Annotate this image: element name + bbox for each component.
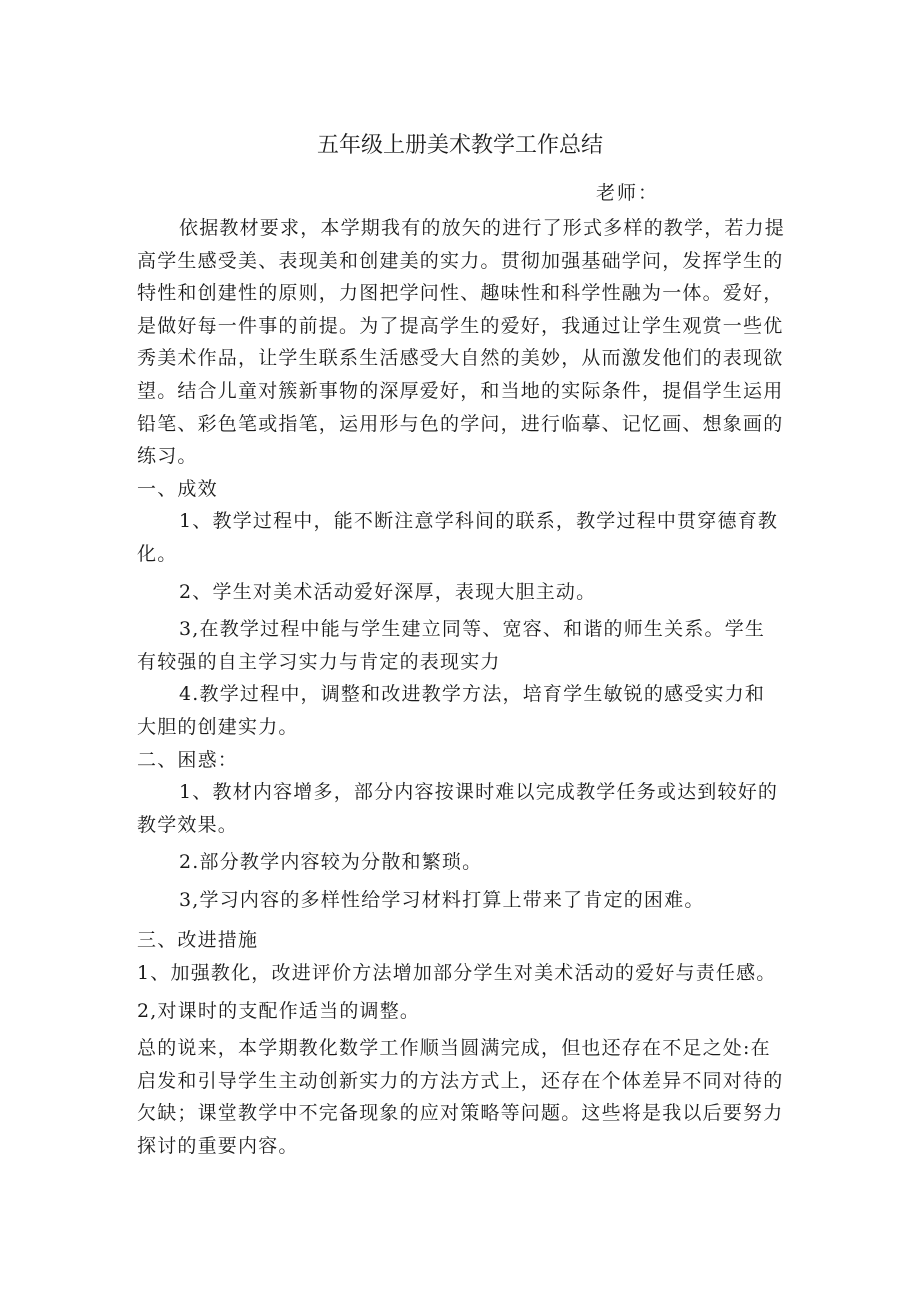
results-item-3: 3,在教学过程中能与学生建立同等、宽容、和谐的师生关系。学生有较强的自主学习实力与肯定的表现实力	[137, 618, 766, 673]
confusion-item-1: 1、教材内容增多，部分内容按课时难以完成教学任务或达到较好的教学效果。	[137, 781, 779, 836]
teacher-label: 老师：	[596, 182, 660, 204]
results-item-4: 4.教学过程中，调整和改进教学方法，培育学生敏锐的感受实力和大胆的创建实力。	[137, 683, 766, 738]
improvements-item-1: 1、加强教化，改进评价方法增加部分学生对美术活动的爱好与责任感。	[137, 962, 777, 985]
confusion-item-2: 2.部分教学内容较为分散和繁琐。	[179, 851, 483, 874]
document-title: 五年级上册美术教学工作总结	[316, 133, 603, 158]
conclusion-paragraph: 总的说来，本学期教化数学工作顺当圆满完成，但也还存在不足之处:在启发和引导学生主动创新实力的方法方式上，还存在个体差异不同对待的欠缺；课堂教学中不完备现象的应对策略等问题。这些将是我以后要努力探讨的重要内容。	[137, 1037, 784, 1158]
results-item-2: 2、学生对美术活动爱好深厚，表现大胆主动。	[179, 580, 597, 603]
section-heading-improvements: 三、改进措施	[137, 929, 259, 952]
section-heading-results: 一、成效	[137, 477, 218, 500]
section-heading-confusion: 二、困惑：	[137, 748, 239, 771]
document-body	[137, 212, 785, 1163]
results-item-1: 1、教学过程中，能不断注意学科间的联系，教学过程中贯穿德育教化。	[137, 510, 779, 565]
confusion-item-3: 3,学习内容的多样性给学习材料打算上带来了肯定的困难。	[179, 888, 705, 911]
improvements-item-2: 2,对课时的支配作适当的调整。	[137, 999, 421, 1022]
intro-paragraph: 依据教材要求，本学期我有的放矢的进行了形式多样的教学，若力提高学生感受美、表现美和创建美的实力。贯彻加强基础学问，发挥学生的特性和创建性的原则，力图把学问性、趣味性和科学性融为一体。爱好，是做好每一件事的前提。为了提高学生的爱好，我通过让学生观赏一些优秀美术作品，让学生联系生活感受大自然的美妙，从而激发他们的表现欲望。结合儿童对簇新事物的深厚爱好，和当地的实际条件，提倡学生运用铅笔、彩色笔或指笔，运用形与色的学问，进行临摹、记忆画、想象画的练习。	[137, 217, 786, 468]
